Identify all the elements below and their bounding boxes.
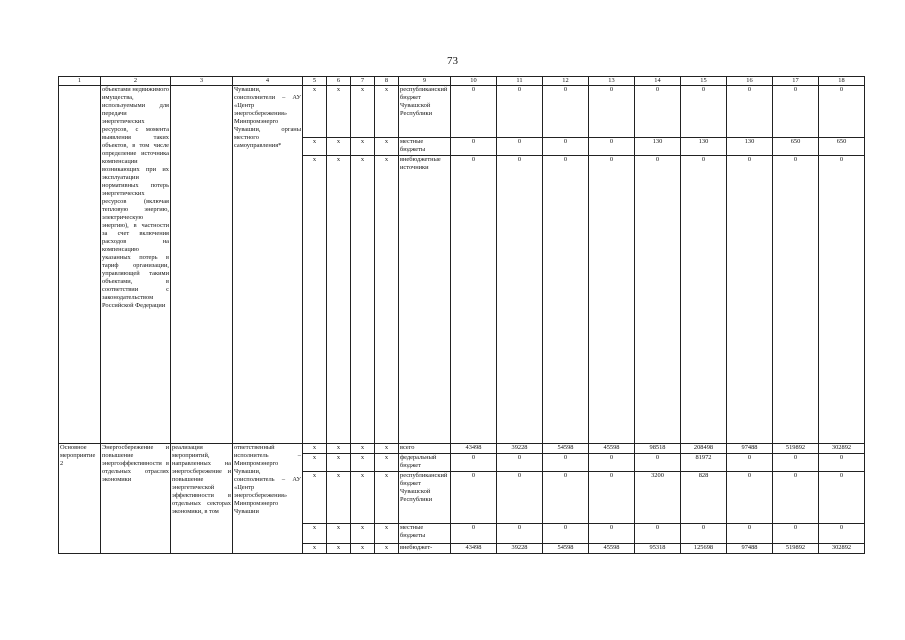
mark-cell: x: [351, 524, 375, 544]
value-cell: 0: [589, 138, 635, 156]
funding-source: федеральный бюджет: [399, 454, 451, 472]
measure-content: реализация мероприятий, направленных на энергосбережение и повышение энергетической эффективности в отдельных секторах экономики, в том: [171, 444, 233, 554]
value-cell: 0: [819, 472, 865, 524]
value-cell: 39228: [497, 444, 543, 454]
column-number: 6: [327, 77, 351, 86]
value-cell: 0: [589, 472, 635, 524]
measure-number: Основное мероприятие 2: [59, 444, 101, 554]
page-number: 73: [447, 55, 458, 67]
value-cell: 39228: [497, 544, 543, 554]
mark-cell: x: [375, 138, 399, 156]
value-cell: 0: [635, 156, 681, 444]
mark-cell: x: [375, 454, 399, 472]
mark-cell: x: [303, 444, 327, 454]
funding-source: местные бюджеты: [399, 524, 451, 544]
value-cell: 0: [681, 524, 727, 544]
column-number: 10: [451, 77, 497, 86]
value-cell: 0: [635, 524, 681, 544]
value-cell: 0: [635, 86, 681, 138]
mark-cell: x: [375, 544, 399, 554]
mark-cell: x: [327, 524, 351, 544]
value-cell: 519892: [773, 444, 819, 454]
value-cell: 0: [727, 86, 773, 138]
value-cell: 0: [543, 138, 589, 156]
mark-cell: x: [327, 444, 351, 454]
column-number: 14: [635, 77, 681, 86]
mark-cell: x: [375, 156, 399, 444]
funding-source: внебюджет-: [399, 544, 451, 554]
value-cell: 0: [451, 86, 497, 138]
value-cell: 0: [543, 454, 589, 472]
value-cell: 0: [819, 156, 865, 444]
value-cell: 0: [497, 524, 543, 544]
mark-cell: x: [351, 454, 375, 472]
value-cell: 0: [543, 156, 589, 444]
value-cell: 0: [819, 454, 865, 472]
mark-cell: x: [351, 472, 375, 524]
program-table: [58, 76, 865, 554]
value-cell: 0: [589, 156, 635, 444]
funding-source: республиканский бюджет Чувашской Республики: [399, 472, 451, 524]
empty-cell: [171, 86, 233, 444]
value-cell: 0: [727, 472, 773, 524]
mark-cell: x: [303, 156, 327, 444]
mark-cell: x: [303, 524, 327, 544]
value-cell: 0: [773, 156, 819, 444]
mark-cell: x: [327, 86, 351, 138]
value-cell: 208498: [681, 444, 727, 454]
mark-cell: x: [303, 138, 327, 156]
column-number-row: [59, 77, 865, 86]
value-cell: 0: [773, 524, 819, 544]
measure-description: Энергосбережение и повышение энергоэффективности в отдельных отраслях экономики: [101, 444, 171, 554]
funding-source: республиканский бюджет Чувашской Республики: [399, 86, 451, 138]
column-number: 1: [59, 77, 101, 86]
mark-cell: x: [375, 524, 399, 544]
value-cell: 0: [773, 454, 819, 472]
value-cell: 302892: [819, 444, 865, 454]
value-cell: 45598: [589, 544, 635, 554]
value-cell: 0: [451, 138, 497, 156]
value-cell: 130: [681, 138, 727, 156]
mark-cell: x: [351, 444, 375, 454]
value-cell: 0: [727, 454, 773, 472]
value-cell: 0: [451, 524, 497, 544]
value-cell: 0: [635, 454, 681, 472]
value-cell: 0: [681, 86, 727, 138]
value-cell: 54598: [543, 444, 589, 454]
mark-cell: x: [327, 454, 351, 472]
value-cell: 43498: [451, 444, 497, 454]
value-cell: 0: [497, 86, 543, 138]
column-number: 7: [351, 77, 375, 86]
value-cell: 302892: [819, 544, 865, 554]
value-cell: 130: [727, 138, 773, 156]
column-number: 18: [819, 77, 865, 86]
table-row: [59, 444, 865, 454]
value-cell: 0: [727, 156, 773, 444]
column-number: 8: [375, 77, 399, 86]
value-cell: 98518: [635, 444, 681, 454]
executor-cell: ответственный исполнитель – Минпромэнерго Чувашии, соисполнитель – АУ «Центр энергосбережения» Минпромэнерго Чувашии: [233, 444, 303, 554]
value-cell: 828: [681, 472, 727, 524]
column-number: 3: [171, 77, 233, 86]
column-number: 16: [727, 77, 773, 86]
value-cell: 519892: [773, 544, 819, 554]
value-cell: 0: [727, 524, 773, 544]
column-number: 9: [399, 77, 451, 86]
mark-cell: x: [303, 472, 327, 524]
value-cell: 650: [819, 138, 865, 156]
mark-cell: x: [327, 544, 351, 554]
mark-cell: x: [327, 156, 351, 444]
executor-cell: Чувашии, соисполнители – АУ «Центр энергосбережения» Минпромэнерго Чувашии, органы местного самоуправления*: [233, 86, 303, 444]
funding-source: внебюджетные источники: [399, 156, 451, 444]
mark-cell: x: [351, 86, 375, 138]
column-number: 15: [681, 77, 727, 86]
mark-cell: x: [351, 138, 375, 156]
column-number: 12: [543, 77, 589, 86]
mark-cell: x: [303, 86, 327, 138]
value-cell: 0: [773, 86, 819, 138]
value-cell: 0: [819, 524, 865, 544]
value-cell: 130: [635, 138, 681, 156]
value-cell: 0: [589, 524, 635, 544]
value-cell: 3200: [635, 472, 681, 524]
value-cell: 0: [589, 454, 635, 472]
value-cell: 0: [451, 472, 497, 524]
column-number: 4: [233, 77, 303, 86]
mark-cell: x: [303, 454, 327, 472]
value-cell: 0: [543, 472, 589, 524]
value-cell: 81972: [681, 454, 727, 472]
value-cell: 0: [819, 86, 865, 138]
empty-cell: [59, 86, 101, 444]
value-cell: 0: [543, 86, 589, 138]
funding-source: всего: [399, 444, 451, 454]
value-cell: 650: [773, 138, 819, 156]
value-cell: 0: [451, 156, 497, 444]
mark-cell: x: [375, 444, 399, 454]
mark-cell: x: [327, 472, 351, 524]
value-cell: 0: [497, 156, 543, 444]
value-cell: 0: [589, 86, 635, 138]
column-number: 5: [303, 77, 327, 86]
value-cell: 125698: [681, 544, 727, 554]
value-cell: 0: [773, 472, 819, 524]
value-cell: 95318: [635, 544, 681, 554]
column-number: 13: [589, 77, 635, 86]
value-cell: 97488: [727, 444, 773, 454]
mark-cell: x: [327, 138, 351, 156]
mark-cell: x: [351, 544, 375, 554]
column-number: 17: [773, 77, 819, 86]
value-cell: 0: [451, 454, 497, 472]
value-cell: 97488: [727, 544, 773, 554]
measure-description: объектами недвижимого имущества, используемыми для передачи энергетических ресурсов, с момента выявления таких объектов, в том числе определение источника компенсации возникающих при их эксплуатации нормативных потерь энергетических ресурсов (включая тепловую энергию, электрическую энергию), в частности за счет включения расходов на компенсацию указанных потерь в тариф организации, управляющей такими объектами, в соответствии с законодательством Российской Федерации: [101, 86, 171, 444]
value-cell: 0: [497, 454, 543, 472]
column-number: 2: [101, 77, 171, 86]
value-cell: 0: [497, 472, 543, 524]
value-cell: 45598: [589, 444, 635, 454]
value-cell: 0: [543, 524, 589, 544]
column-number: 11: [497, 77, 543, 86]
mark-cell: x: [375, 86, 399, 138]
value-cell: 0: [681, 156, 727, 444]
value-cell: 0: [497, 138, 543, 156]
value-cell: 54598: [543, 544, 589, 554]
mark-cell: x: [375, 472, 399, 524]
mark-cell: x: [351, 156, 375, 444]
mark-cell: x: [303, 544, 327, 554]
funding-source: местные бюджеты: [399, 138, 451, 156]
value-cell: 43498: [451, 544, 497, 554]
table-row: [59, 86, 865, 138]
